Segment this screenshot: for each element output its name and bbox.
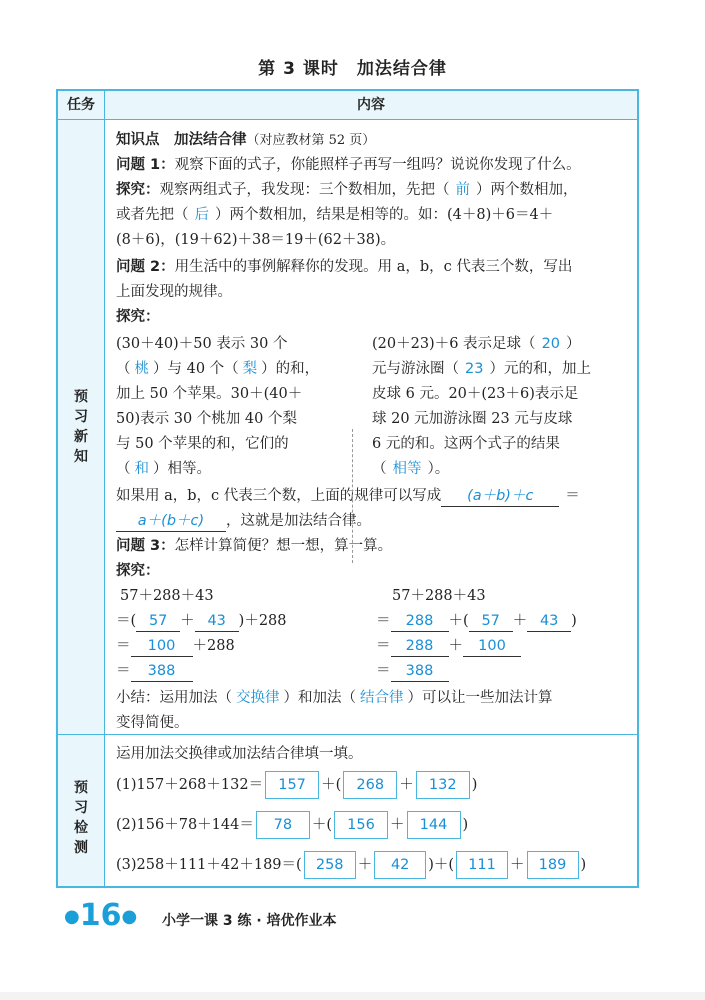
answer: 桃	[134, 361, 149, 377]
q1-explore-line1: 探究：观察两组式子，我发现：三个数相加，先把（ 前 ）两个数相加，	[116, 182, 578, 198]
label-char: 习	[74, 409, 88, 425]
q3-right-expr: 57＋288＋43	[392, 588, 486, 604]
q3-left-expr: 57＋288＋43	[120, 588, 214, 604]
label-char: 测	[74, 840, 88, 856]
label-char: 预	[74, 389, 88, 405]
q1-question: 问题 1：观察下面的式子，你能照样子再写一组吗？说说你发现了什么。	[116, 157, 581, 173]
check-problem-2: (2)156＋78＋144＝ 78 ＋( 156 ＋ 144 )	[116, 810, 468, 840]
q3-right-step2: ＝ 288 ＋ 100	[376, 634, 521, 658]
book-title: 小学一课 3 练 · 培优作业本	[162, 913, 337, 929]
answer-box: 156	[334, 811, 388, 839]
answer-box: 268	[343, 771, 397, 799]
q2-left-l2: （ 桃 ）与 40 个（ 梨 ）的和，	[116, 361, 320, 377]
label-char: 习	[74, 800, 88, 816]
q2-left-l3: 加上 50 个苹果。30＋(40＋	[116, 386, 303, 402]
answer-box: 132	[416, 771, 470, 799]
answer: 前	[455, 182, 470, 198]
q2-right-l1: (20＋23)＋6 表示足球（ 20 ）	[372, 336, 581, 352]
q2-right-l2: 元与游泳圈（ 23 ）元的和，加上	[372, 361, 591, 377]
answer-box: 42	[374, 851, 426, 879]
header-content: 内容	[357, 97, 385, 113]
answer: 20	[541, 336, 561, 352]
q2-left-l6: （ 和 ）相等。	[116, 461, 211, 477]
answer: 梨	[242, 361, 258, 377]
section-preview-new-label	[58, 120, 105, 734]
answer: 288	[391, 636, 449, 657]
q3-left-step1: ＝( 57 ＋ 43 )＋288	[116, 609, 287, 633]
q3-summary-line1: 小结：运用加法（ 交换律 ）和加法（ 结合律 ）可以让一些加法计算	[116, 690, 553, 706]
table-header	[58, 91, 637, 120]
page-number: ●16●	[64, 898, 138, 933]
answer: 100	[463, 636, 521, 657]
answer-box: 189	[527, 851, 579, 879]
q3-left-step3: ＝ 388	[116, 659, 193, 683]
q1-explore-line2: 或者先把（ 后 ）两个数相加，结果是相等的。如：(4＋8)＋6＝4＋	[116, 207, 554, 223]
check-problem-1: (1)157＋268＋132＝ 157 ＋( 268 ＋ 132 )	[116, 770, 477, 800]
answer: 43	[195, 611, 239, 632]
answer-box: 111	[456, 851, 508, 879]
q2-left-l5: 与 50 个苹果的和，它们的	[116, 436, 289, 452]
q3-question: 问题 3：怎样计算简便？想一想，算一算。	[116, 538, 393, 554]
lesson-table	[56, 89, 639, 888]
knowledge-point: 知识点 加法结合律（对应教材第 52 页）	[116, 132, 376, 148]
answer: 288	[391, 611, 449, 632]
check-intro: 运用加法交换律或加法结合律填一填。	[116, 746, 363, 762]
q3-summary-line2: 变得简便。	[116, 715, 189, 731]
answer: 100	[131, 636, 193, 657]
answer: 交换律	[236, 690, 280, 706]
answer: 388	[131, 661, 193, 682]
q2-rule-line1: 如果用 a，b，c 代表三个数，上面的规律可以写成 (a＋b)＋c ＝	[116, 484, 580, 508]
answer: 57	[469, 611, 513, 632]
q2-right-l5: 6 元的和。这两个式子的结果	[372, 436, 560, 452]
q2-right-l3: 皮球 6 元。20＋(23＋6)表示足	[372, 386, 579, 402]
label-char: 预	[74, 780, 88, 796]
label-char: 检	[74, 820, 88, 836]
answer: 23	[465, 361, 484, 377]
q2-question-line1: 问题 2：用生活中的事例解释你的发现。用 a，b，c 代表三个数，写出	[116, 259, 573, 275]
q3-right-step3: ＝ 388	[376, 659, 449, 683]
q3-left-step2: ＝ 100 ＋288	[116, 634, 235, 658]
dot-icon: ●	[64, 906, 80, 927]
q2-rule-line2: a＋(b＋c) ，这就是加法结合律。	[116, 509, 371, 533]
answer: a＋(b＋c)	[116, 511, 226, 532]
q3-explore-label: 探究：	[116, 563, 160, 579]
check-problem-3: (3)258＋111＋42＋189＝( 258 ＋ 42 )＋( 111 ＋ 189 )	[116, 850, 586, 880]
answer: 结合律	[360, 690, 404, 706]
q2-question-line2: 上面发现的规律。	[116, 284, 232, 300]
answer-box: 144	[407, 811, 461, 839]
q1-explore-line3: (8＋6)，(19＋62)＋38＝19＋(62＋38)。	[116, 232, 396, 248]
dot-icon: ●	[121, 906, 138, 927]
answer-box: 78	[256, 811, 310, 839]
header-task: 任务	[58, 91, 105, 119]
column-divider	[352, 429, 353, 563]
label-char: 新	[74, 429, 88, 445]
section-preview-check-label	[58, 735, 105, 886]
answer: 和	[134, 461, 149, 477]
q2-right-l4: 球 20 元加游泳圈 23 元与皮球	[372, 411, 573, 427]
answer-box: 157	[265, 771, 319, 799]
q2-left-l1: (30＋40)＋50 表示 30 个	[116, 336, 288, 352]
answer: 388	[391, 661, 449, 682]
answer: (a＋b)＋c	[441, 486, 559, 507]
answer: 43	[527, 611, 571, 632]
q2-right-l6: （ 相等 ）。	[372, 461, 450, 477]
label-char: 知	[74, 449, 88, 465]
answer-box: 258	[304, 851, 356, 879]
q2-explore-label: 探究：	[116, 309, 160, 325]
q3-right-step1: ＝ 288 ＋( 57 ＋ 43 )	[376, 609, 577, 633]
page-title: 第 3 课时 加法结合律	[258, 59, 447, 79]
answer: 后	[194, 207, 209, 223]
q2-left-l4: 50)表示 30 个桃加 40 个梨	[116, 411, 297, 427]
answer: 相等	[392, 461, 422, 477]
answer: 57	[136, 611, 180, 632]
